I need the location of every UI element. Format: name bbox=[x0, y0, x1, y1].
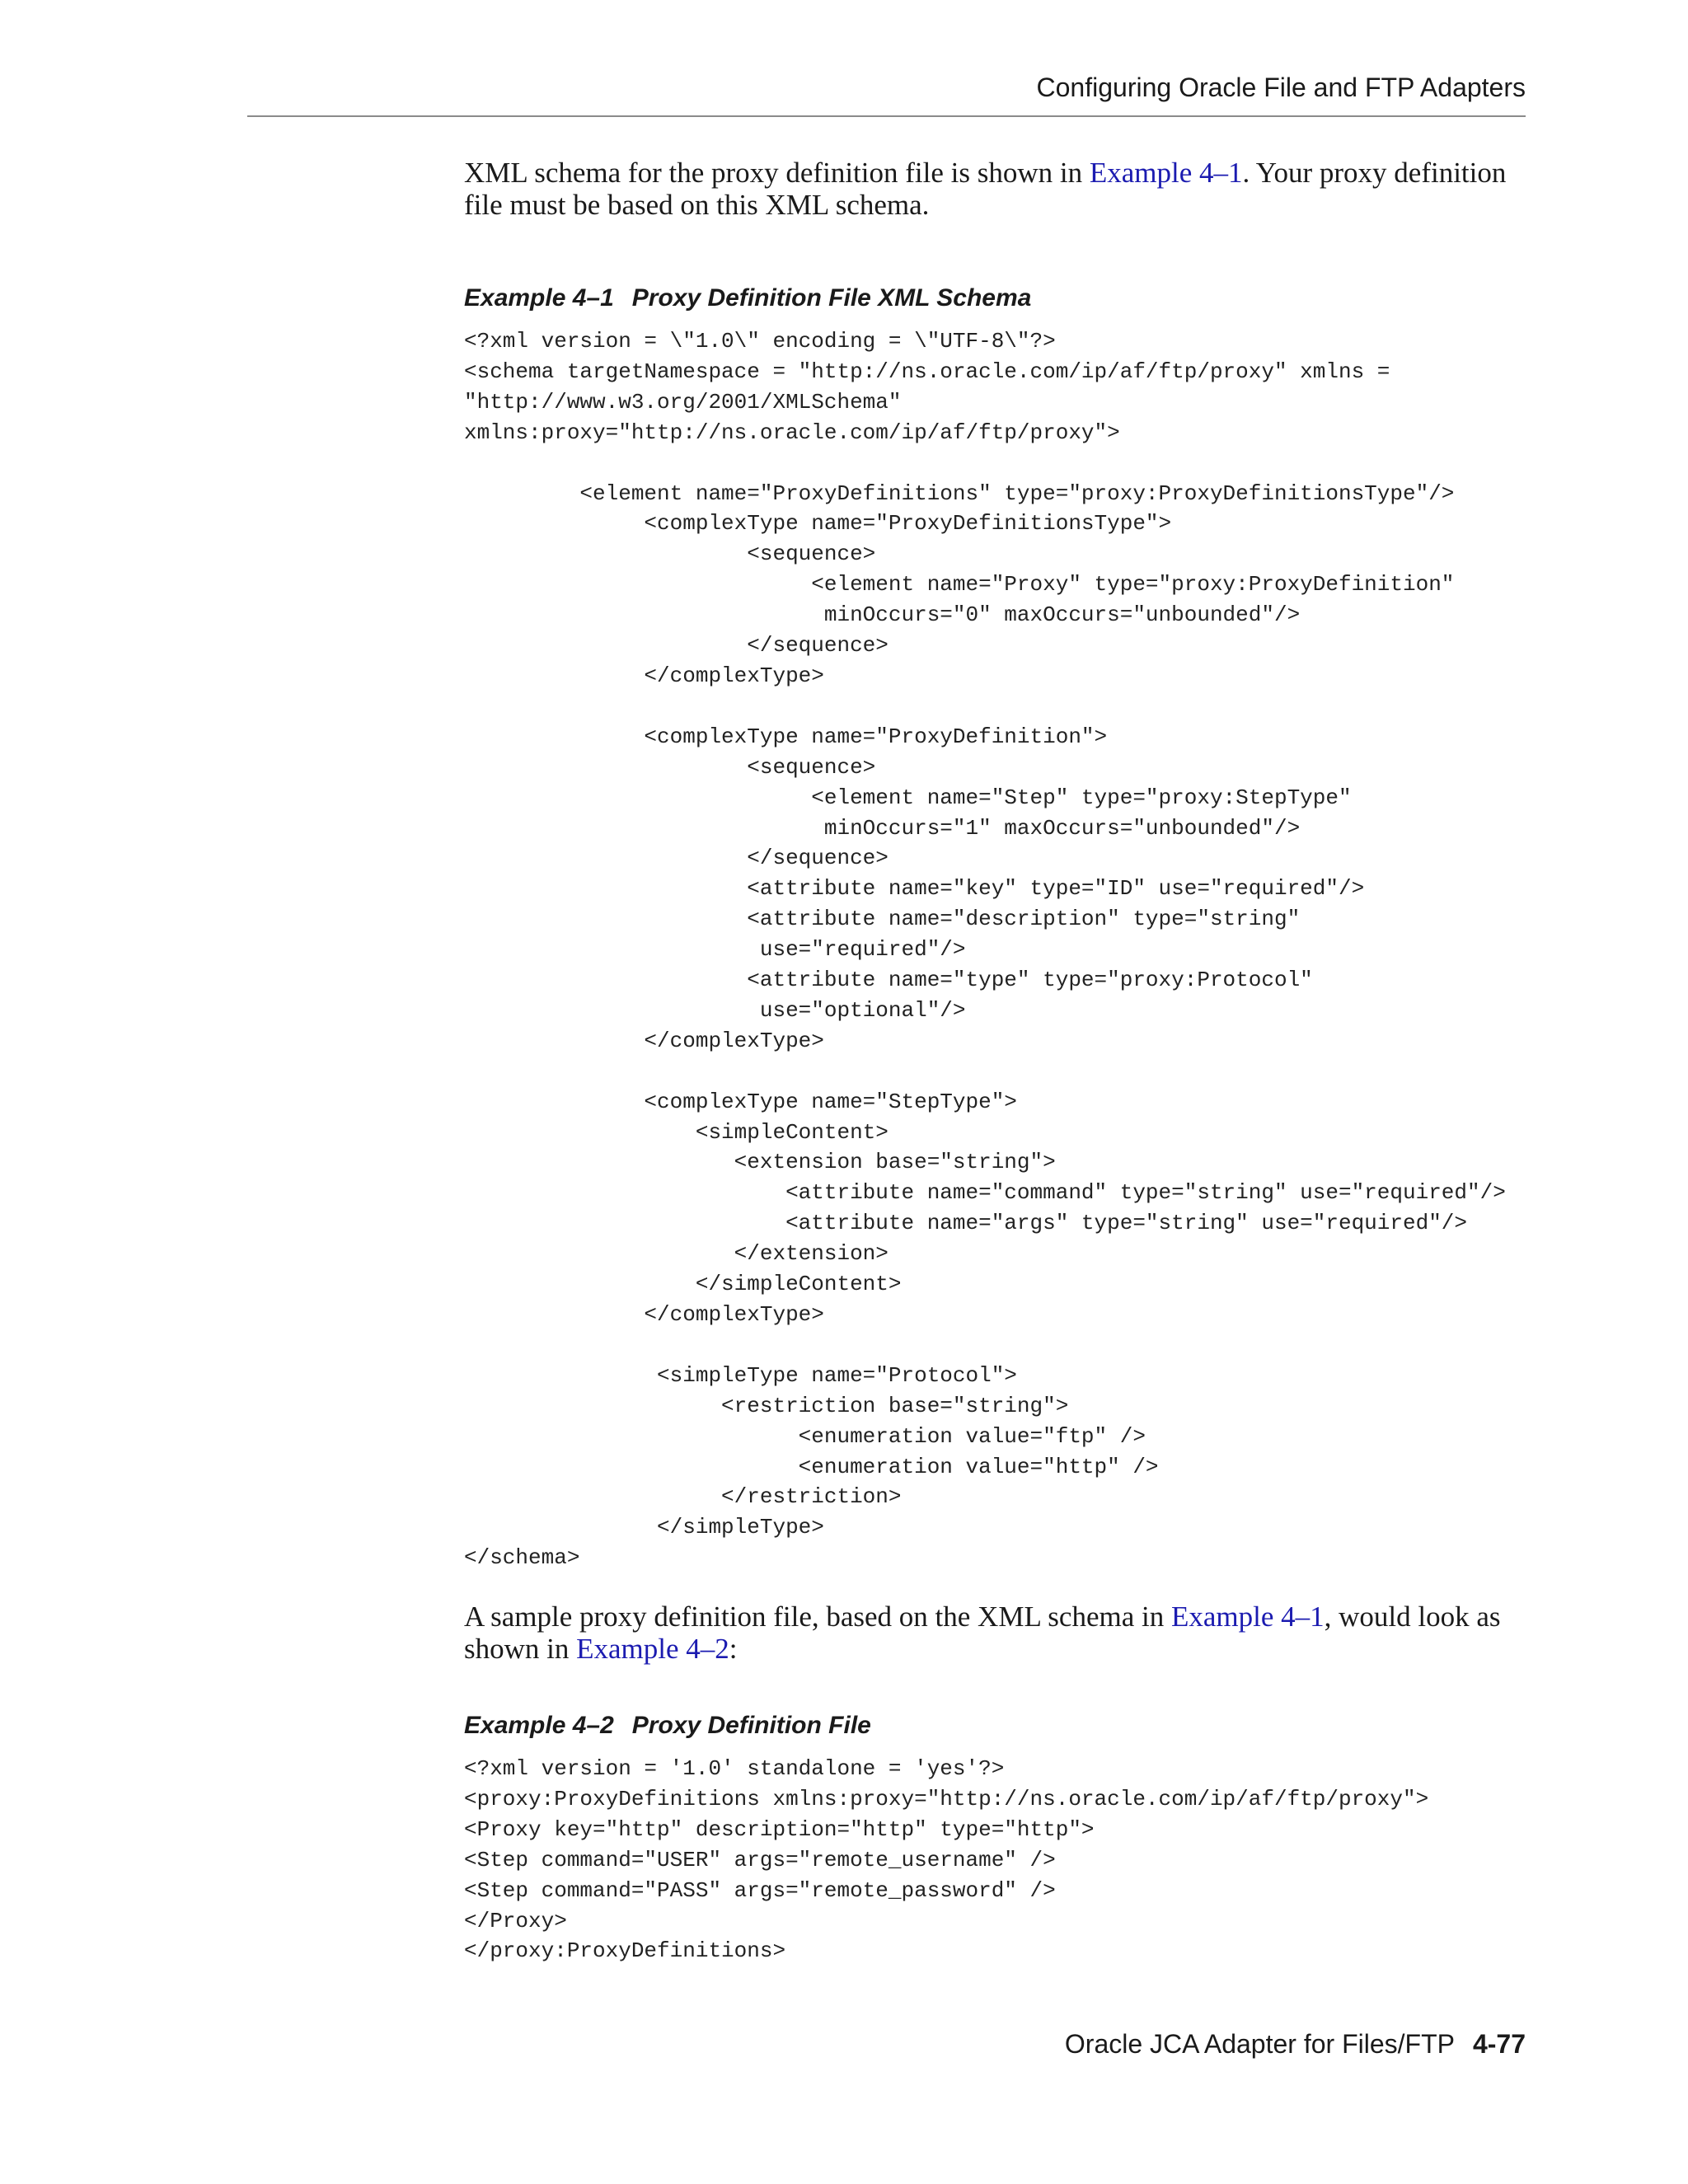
sample-text-1: A sample proxy definition file, based on the XML schema in bbox=[464, 1601, 1171, 1633]
page-number: 4-77 bbox=[1472, 2029, 1526, 2059]
footer-book-title: Oracle JCA Adapter for Files/FTP bbox=[1064, 2029, 1455, 2059]
example-4-1-link[interactable]: Example 4–1 bbox=[1089, 157, 1243, 189]
example-4-2-number: Example 4–2 bbox=[464, 1712, 614, 1739]
intro-text-before-link: XML schema for the proxy definition file is shown in bbox=[464, 157, 1090, 189]
example-4-1-caption bbox=[464, 284, 1031, 312]
running-footer bbox=[1065, 2029, 1526, 2060]
intro-paragraph bbox=[464, 157, 1527, 221]
header-rule bbox=[247, 115, 1526, 117]
intro-text-after-link: . Your proxy definition file must be based on this XML schema. bbox=[464, 157, 1507, 221]
example-4-2-title: Proxy Definition File bbox=[631, 1712, 871, 1739]
example-4-1-code: <?xml version = \"1.0\" encoding = \"UTF-8\"?> <schema targetNamespace = "http://ns.oracle.com/ip/af/ftp/proxy" xmlns = "http://www.w3.org/2001/XMLSchema" xmlns:proxy="http://ns.oracle.com/ip/af/ftp/proxy"> <element name="ProxyDefinitions" type="proxy:ProxyDefinitionsType"/> <complexType name="ProxyDefinitionsType"> <sequence> <element name="Proxy" type="proxy:ProxyDefinition" minOccurs="0" maxOccurs="unbounded"/> </sequence> </complexType> <complexType name="ProxyDefinition"> <sequence> <element name="Step" type="proxy:StepType" minOccurs="1" maxOccurs="unbounded"/> </sequence> <attribute name="key" type="ID" use="required"/> <attribute name="description" type="string" use="required"/> <attribute name="type" type="proxy:Protocol" use="optional"/> </complexType> <complexType name="StepType"> <simpleContent> <extension base="string"> <attribute name="command" type="string" use="required"/> <attribute name="args" type="string" use="required"/> </extension> </simpleContent> </complexType> <simpleType name="Protocol"> <restriction base="string"> <enumeration value="ftp" /> <enumeration value="http" /> </restriction> </simpleType> </schema> bbox=[464, 329, 1506, 1571]
sample-paragraph bbox=[464, 1601, 1527, 1665]
example-4-2-code: <?xml version = '1.0' standalone = 'yes'?> <proxy:ProxyDefinitions xmlns:proxy="http://ns.oracle.com/ip/af/ftp/proxy"> <Proxy key="http" description="http" type="http"> <Step command="USER" args="remote_username" /> <Step command="PASS" args="remote_password" /> </Proxy> </proxy:ProxyDefinitions> bbox=[464, 1756, 1429, 1964]
example-4-1-number: Example 4–1 bbox=[464, 284, 614, 312]
running-header: Configuring Oracle File and FTP Adapters bbox=[1036, 73, 1526, 102]
example-4-2-link[interactable]: Example 4–2 bbox=[576, 1633, 729, 1665]
example-4-1-link-2[interactable]: Example 4–1 bbox=[1170, 1601, 1325, 1633]
sample-text-3: : bbox=[729, 1633, 738, 1665]
example-4-2-caption bbox=[464, 1712, 871, 1740]
sample-text-2: , would look as shown in bbox=[464, 1601, 1501, 1665]
example-4-1-title: Proxy Definition File XML Schema bbox=[631, 284, 1032, 312]
